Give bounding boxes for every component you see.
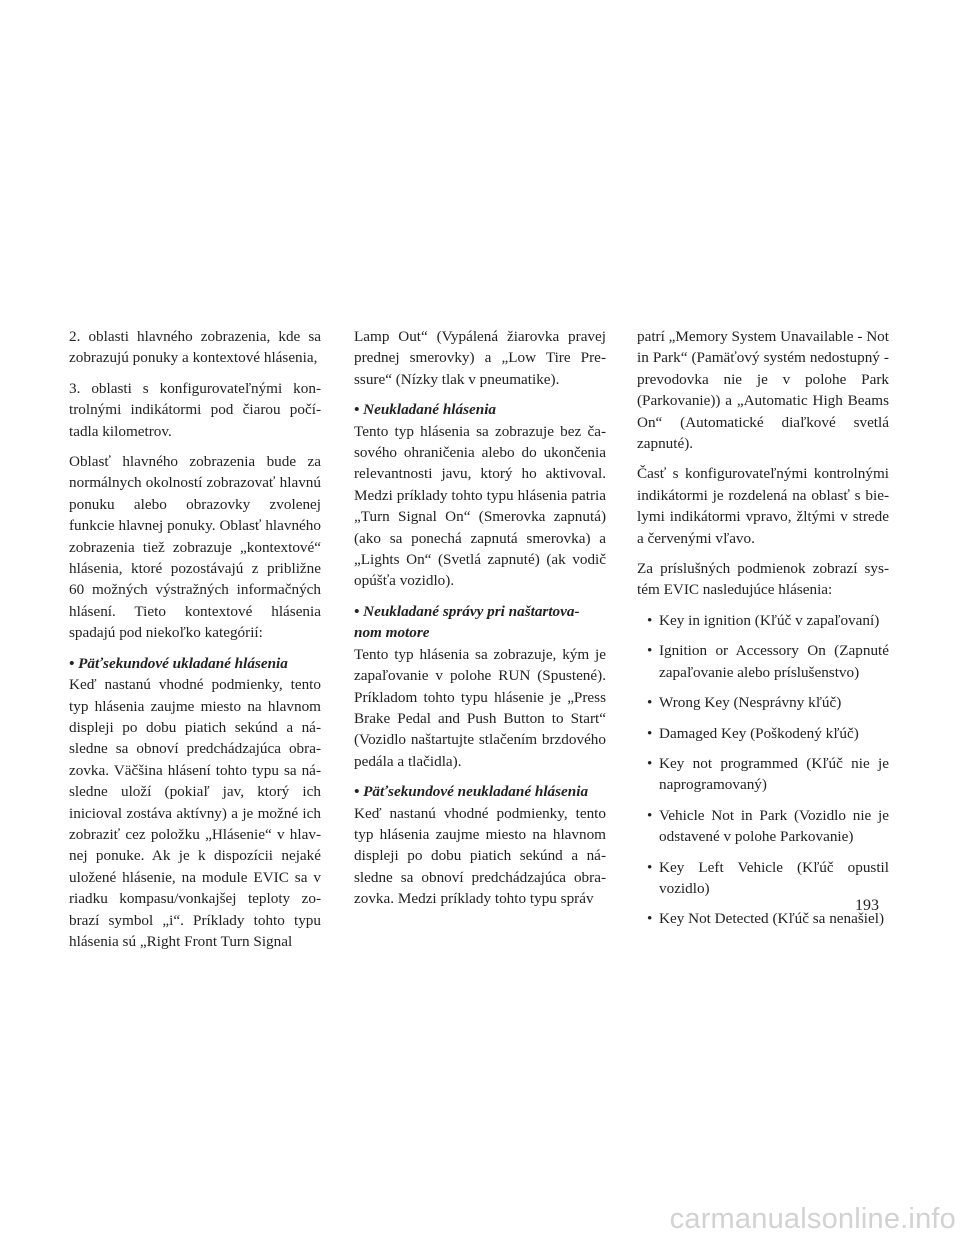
list-item: • Wrong Key (Nesprávny kľúč) (637, 692, 889, 713)
bullet-icon: • (647, 806, 653, 824)
list-item: • Key in ignition (Kľúč v zapaľovaní) (637, 610, 889, 631)
section-heading-continued: nom motore (354, 624, 430, 642)
paragraph: Za príslušných podmienok zobrazí systém EVIC nasledujúce hlásenia: (637, 560, 889, 599)
bullet-icon: • (647, 858, 653, 876)
bullet-icon: • (647, 694, 653, 712)
paragraph: Časť s konfigurovateľnými kontrolnými indikátormi je rozdelená na oblasť s bielymi indikátormi vpravo, žltými v strede a červenými vľavo. (637, 465, 889, 547)
list-item: • Vehicle Not in Park (Vozidlo nie je odstavené v polohe Parkovanie) (647, 806, 889, 846)
page-number: 193 (855, 897, 879, 914)
section-heading: • Päťsekundové ukladané hlásenia (69, 654, 288, 672)
watermark-text[interactable]: carmanualsonline.info (669, 1203, 956, 1235)
bullet-icon: • (647, 910, 653, 928)
paragraph: Tento typ hlásenia sa zobrazuje, kým je zapaľovanie v polohe RUN (Spustené). Príkladom tohto typu hlásenie je „Press Brake Pedal and Push Button to Start“ (Vozidlo naštartujte stlačením brzdového pedála a tlačidla). (354, 645, 606, 770)
bullet-icon: • (647, 642, 653, 660)
paragraph: patrí „Memory System Unavailable - Not in Park“ (Pamäťový systém nedostupný - prevodovka nie je v polohe Park (Parkovanie)) a „Automatic High Beams On“ (Automatické diaľkové svetlá zapnuté). (637, 328, 889, 453)
paragraph: 2. oblasti hlavného zobrazenia, kde sa zobrazujú ponuky a kontextové hlásenia, (69, 328, 321, 367)
paragraph: Keď nastanú vhodné podmienky, tento typ hlásenia zaujme miesto na hlavnom displeji po dobu piatich sekúnd a následne sa obnoví predchádzajúca obrazovka. Väčšina hlásení tohto typu sa následne uloží (pokiaľ jav, ktorý ich inicioval zostáva aktívny) a je možné ich zobraziť cez položku „Hlásenie“ v hlavnej ponuke. Ak je k dispozícii nejaké uložené hlásenie, na module EVIC sa v riadku kompasu/vonkajšej teploty zobrazí symbol „i“. Príklady tohto typu hlásenia sú „Right Front Turn Signal (69, 676, 321, 950)
list-item: • Ignition or Accessory On (Zapnuté zapaľovanie alebo príslušenstvo) (647, 642, 889, 681)
paragraph: 3. oblasti s konfigurovateľnými kontrolnými indikátormi pod čiarou počítadla kilometrov. (69, 379, 321, 440)
section-heading: • Päťsekundové neukladané hlásenia (354, 783, 589, 801)
section-heading: • Neukladané správy pri naštartova- (354, 602, 580, 620)
bullet-icon: • (647, 754, 653, 772)
message-list (637, 610, 889, 930)
column-middle (354, 326, 606, 919)
section-heading: • Neukladané hlásenia (354, 401, 497, 419)
paragraph: Keď nastanú vhodné podmienky, tento typ hlásenia zaujme miesto na hlavnom displeji po dobu piatich sekúnd a následne sa obnoví predchádzajúca obrazovka. Medzi príklady tohto typu správ (354, 804, 606, 908)
bullet-icon: • (647, 611, 653, 629)
paragraph: Tento typ hlásenia sa zobrazuje bez časového ohraničenia alebo do ukončenia relevantnosti javu, ktorý ho aktivoval. Medzi príklady tohto typu hlásenia patria „Turn Signal On“ (Smerovka zapnutá) (ako sa ponechá zapnutá smerovka) a „Lights On“ (Svetlá zapnuté) (ak vodič opúšťa vozidlo). (354, 422, 606, 590)
paragraph: Lamp Out“ (Vypálená žiarovka pravej prednej smerovky) a „Low Tire Pressure“ (Nízky tlak v pneumatike). (354, 328, 606, 388)
list-item: • Key Left Vehicle (Kľúč opustil vozidlo) (647, 858, 889, 897)
column-left (69, 326, 321, 961)
list-item: • Key Not Detected (Kľúč sa nenašiel) (637, 908, 889, 929)
list-item: • Damaged Key (Poškodený kľúč) (637, 723, 889, 744)
paragraph: Oblasť hlavného zobrazenia bude za normálnych okolností zobrazovať hlavnú ponuku alebo obrazovky zvolenej funkcie hlavnej ponuky. Oblasť hlavného zobrazenia tiež zobrazuje „kontextové“ hlásenia, ktoré pozostávajú z približne 60 možných výstražných informačných hlásení. Tieto kontextové hlásenia spadajú pod niekoľko kategórií: (69, 453, 321, 642)
column-right (637, 326, 889, 939)
list-item: • Key not programmed (Kľúč nie je naprogramovaný) (647, 754, 889, 794)
bullet-icon: • (647, 724, 653, 742)
